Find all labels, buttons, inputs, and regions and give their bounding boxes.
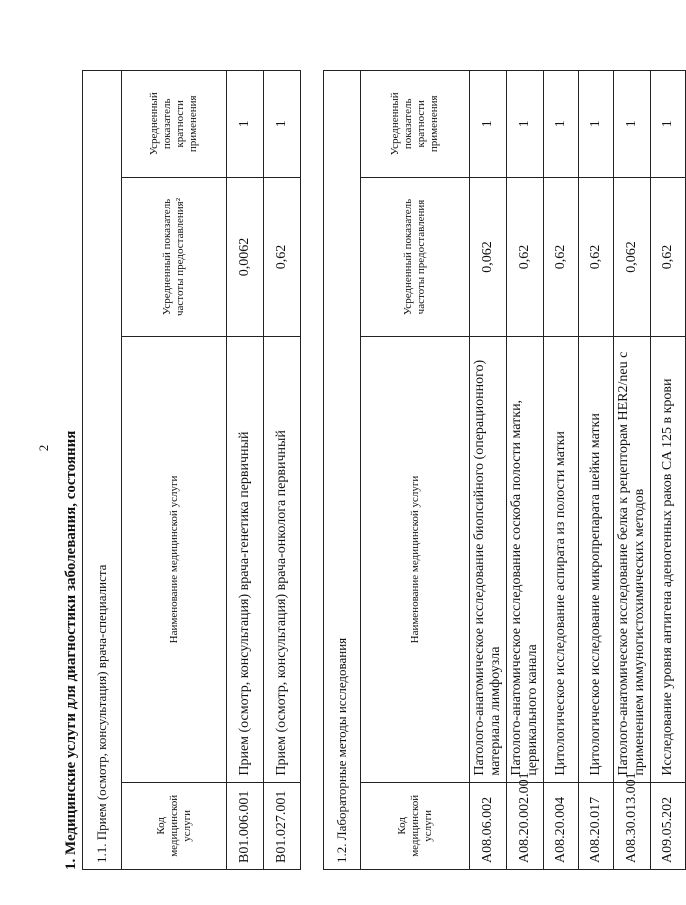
- service-code: A09.05.202: [651, 782, 686, 869]
- service-code: B01.027.001: [264, 782, 301, 869]
- service-name: Цитологическое исследование микропрепарата шейки матки: [579, 337, 614, 782]
- service-name: Патолого-анатомическое исследование соскоба полости матки, цервикального канала: [507, 337, 544, 782]
- service-code: A08.06.002: [470, 782, 507, 869]
- col-header-multiplicity: Усредненный показатель кратности применения: [122, 71, 227, 178]
- frequency-value: 0,062: [470, 177, 507, 337]
- col-header-frequency: Усредненный показатель частоты предоставления: [361, 177, 470, 337]
- table-laboratory: [323, 70, 686, 870]
- table-row: [470, 71, 507, 870]
- service-code: A08.20.002.001: [507, 782, 544, 869]
- table-row: [264, 71, 301, 870]
- page-number: 2: [36, 444, 51, 452]
- service-name: Патолого-анатомическое исследование биопсийного (операционного) материала лимфоузла: [470, 337, 507, 782]
- multiplicity-value: 1: [264, 71, 301, 178]
- frequency-value: 0,0062: [227, 177, 264, 337]
- service-name: Исследование уровня антигена аденогенных раков CA 125 в крови: [651, 337, 686, 782]
- multiplicity-value: 1: [227, 71, 264, 178]
- service-code: A08.20.017: [579, 782, 614, 869]
- service-name: Цитологическое исследование аспирата из полости матки: [544, 337, 579, 782]
- service-code: A08.20.004: [544, 782, 579, 869]
- service-name: Патолого-анатомическое исследование белка к рецепторам HER2/neu с применением иммуногистохимических методов: [614, 337, 651, 782]
- service-code: A08.30.013.001: [614, 782, 651, 869]
- service-name: Прием (осмотр, консультация) врача-онколога первичный: [264, 337, 301, 782]
- service-name: Прием (осмотр, консультация) врача-генетика первичный: [227, 337, 264, 782]
- table-consultations: [82, 70, 301, 870]
- rotated-page-content: [60, 40, 675, 870]
- table-row: [227, 71, 264, 870]
- multiplicity-value: 1: [614, 71, 651, 178]
- col-header-name: Наименование медицинской услуги: [122, 337, 227, 782]
- multiplicity-value: 1: [507, 71, 544, 178]
- frequency-value: 0,62: [507, 177, 544, 337]
- subsection-title: 1.2. Лабораторные методы исследования: [324, 71, 361, 870]
- multiplicity-value: 1: [579, 71, 614, 178]
- frequency-value: 0,62: [264, 177, 301, 337]
- frequency-value: 0,62: [651, 177, 686, 337]
- table-row: [544, 71, 579, 870]
- service-code: B01.006.001: [227, 782, 264, 869]
- table-row: [651, 71, 686, 870]
- frequency-value: 0,062: [614, 177, 651, 337]
- frequency-value: 0,62: [544, 177, 579, 337]
- col-header-name: Наименование медицинской услуги: [361, 337, 470, 782]
- col-header-code: Код медицинской услуги: [122, 782, 227, 869]
- multiplicity-value: 1: [470, 71, 507, 178]
- section-heading: 1. Медицинские услуги для диагностики заболевания, состояния: [63, 430, 79, 870]
- multiplicity-value: 1: [544, 71, 579, 178]
- col-header-code: Код медицинской услуги: [361, 782, 470, 869]
- col-header-frequency: Усредненный показатель частоты предоставления²: [122, 177, 227, 337]
- multiplicity-value: 1: [651, 71, 686, 178]
- col-header-multiplicity: Усредненный показатель кратности применения: [361, 71, 470, 178]
- table-row: [614, 71, 651, 870]
- table-row: [579, 71, 614, 870]
- frequency-value: 0,62: [579, 177, 614, 337]
- table-row: [507, 71, 544, 870]
- subsection-title: 1.1. Прием (осмотр, консультация) врача-специалиста: [83, 71, 122, 870]
